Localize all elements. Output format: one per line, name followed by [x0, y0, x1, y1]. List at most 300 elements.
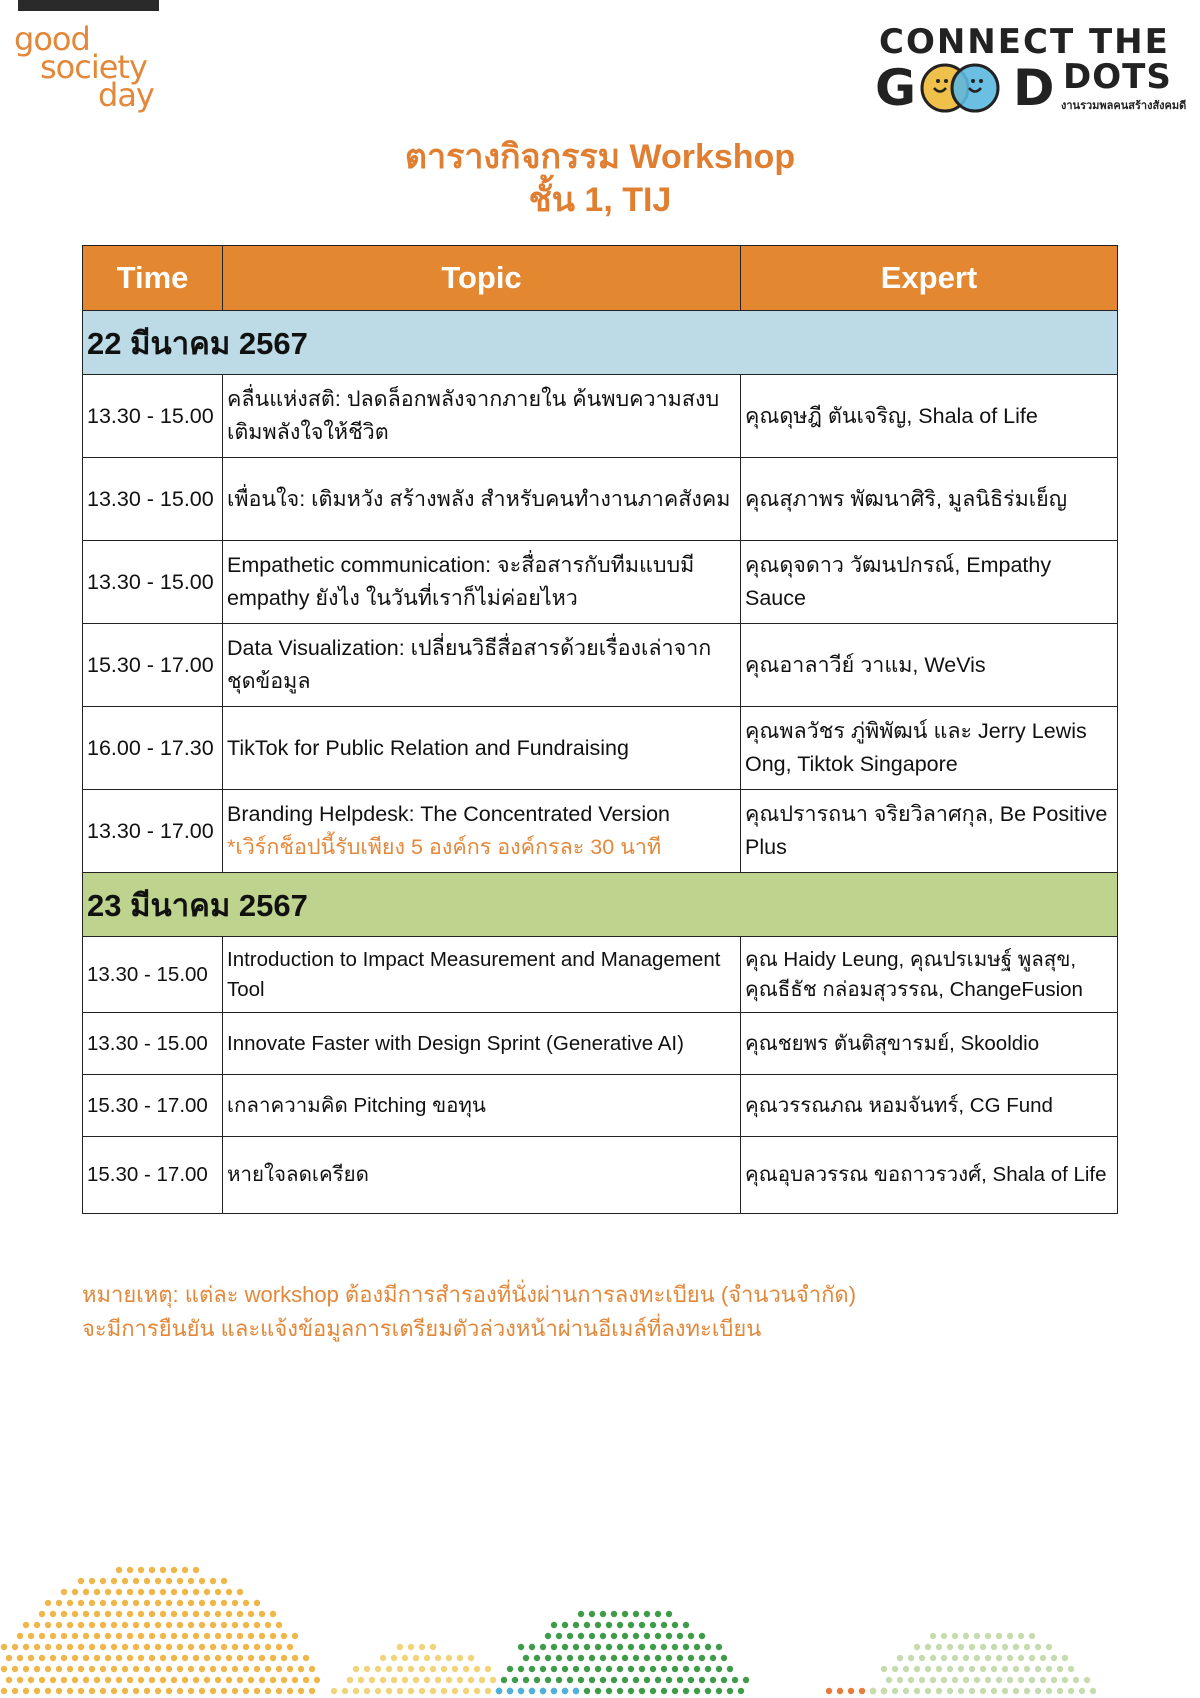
decor-dot: [529, 1688, 535, 1694]
decor-dot: [281, 1633, 287, 1639]
decor-dot: [144, 1666, 150, 1672]
decor-dot: [61, 1655, 67, 1661]
decor-dot: [545, 1677, 551, 1683]
decor-dot: [562, 1622, 568, 1628]
decor-dot: [122, 1644, 128, 1650]
decor-dot: [672, 1688, 678, 1694]
decor-dot: [611, 1633, 617, 1639]
decor-dot: [716, 1688, 722, 1694]
decor-dot: [342, 1688, 348, 1694]
decor-dot: [600, 1655, 606, 1661]
decor-dot: [281, 1655, 287, 1661]
decor-dot: [870, 1688, 876, 1694]
cell-expert: คุณพลวัชร ภู่พิพัฒน์ และ Jerry Lewis Ong, Tiktok Singapore: [741, 707, 1118, 790]
decor-dot: [166, 1622, 172, 1628]
decor-dot: [34, 1688, 40, 1694]
decor-dot: [78, 1644, 84, 1650]
cell-topic: TikTok for Public Relation and Fundraising: [223, 707, 741, 790]
decor-dot: [122, 1600, 128, 1606]
decor-dot: [644, 1677, 650, 1683]
decor-dot: [155, 1688, 161, 1694]
decor-dot: [397, 1666, 403, 1672]
decor-dot: [116, 1655, 122, 1661]
decor-dot: [952, 1655, 958, 1661]
decor-dot: [204, 1677, 210, 1683]
cell-topic: หายใจลดเครียด: [223, 1137, 741, 1214]
decor-dot: [633, 1655, 639, 1661]
decor-dot: [287, 1688, 293, 1694]
connect-the-dots-logo: [875, 22, 1187, 117]
decor-dot: [655, 1655, 661, 1661]
decor-dot: [105, 1655, 111, 1661]
decor-dot: [958, 1644, 964, 1650]
decor-dot: [171, 1589, 177, 1595]
decor-dot: [177, 1688, 183, 1694]
cell-time: 13.30 - 15.00: [83, 375, 223, 458]
decor-dot: [78, 1688, 84, 1694]
decor-dot: [83, 1655, 89, 1661]
decor-dot: [309, 1688, 315, 1694]
decor-dot: [1068, 1688, 1074, 1694]
decor-dot: [17, 1677, 23, 1683]
decor-dot: [408, 1666, 414, 1672]
decor-dot: [210, 1600, 216, 1606]
decor-dot: [67, 1600, 73, 1606]
decor-dot: [100, 1688, 106, 1694]
decor-dot: [595, 1666, 601, 1672]
decor-dot: [188, 1644, 194, 1650]
decor-dot: [89, 1600, 95, 1606]
decor-dot: [243, 1666, 249, 1672]
decor-dot: [155, 1666, 161, 1672]
decor-dot: [210, 1644, 216, 1650]
decor-dot: [661, 1644, 667, 1650]
decor-dot: [276, 1622, 282, 1628]
decor-dot: [50, 1633, 56, 1639]
decor-dot: [1, 1688, 7, 1694]
decor-dot: [210, 1622, 216, 1628]
decor-dot: [694, 1644, 700, 1650]
decor-dot: [144, 1578, 150, 1584]
decor-dot: [72, 1633, 78, 1639]
decor-dot: [270, 1633, 276, 1639]
decor-dot: [188, 1622, 194, 1628]
decor-dot: [430, 1688, 436, 1694]
cell-time: 13.30 - 15.00: [83, 458, 223, 541]
decor-dot: [188, 1600, 194, 1606]
decor-dot: [947, 1666, 953, 1672]
decor-dot: [1, 1666, 7, 1672]
decor-dot: [215, 1655, 221, 1661]
decor-dot: [991, 1688, 997, 1694]
decor-dot: [243, 1622, 249, 1628]
decor-dot: [215, 1611, 221, 1617]
decor-dot: [897, 1655, 903, 1661]
decor-dot: [133, 1666, 139, 1672]
decor-dot: [237, 1589, 243, 1595]
decor-dot: [1035, 1688, 1041, 1694]
decor-dot: [56, 1644, 62, 1650]
decor-dot: [545, 1633, 551, 1639]
decor-dot: [655, 1633, 661, 1639]
decor-dot: [490, 1677, 496, 1683]
decor-dot: [116, 1589, 122, 1595]
decor-dot: [892, 1688, 898, 1694]
footnote-line-2: จะมีการยืนยัน และแจ้งข้อมูลการเตรียมตัวล่วงหน้าผ่านอีเมล์ที่ลงทะเบียน: [82, 1316, 762, 1341]
decor-dot: [45, 1622, 51, 1628]
decor-dot: [600, 1633, 606, 1639]
decor-dot: [287, 1644, 293, 1650]
decor-dot: [457, 1655, 463, 1661]
decor-dot: [160, 1633, 166, 1639]
decor-dot: [45, 1644, 51, 1650]
decor-dot: [474, 1688, 480, 1694]
decor-dot: [226, 1633, 232, 1639]
decor-dot: [578, 1655, 584, 1661]
decor-dot: [903, 1666, 909, 1672]
decor-dot: [12, 1688, 18, 1694]
decor-dot: [309, 1666, 315, 1672]
decor-dot: [166, 1688, 172, 1694]
decor-dot: [441, 1666, 447, 1672]
decor-dot: [705, 1644, 711, 1650]
decor-dot: [941, 1655, 947, 1661]
decor-dot: [171, 1567, 177, 1573]
decor-dot: [89, 1578, 95, 1584]
header-time: Time: [83, 246, 223, 311]
decor-dot: [650, 1688, 656, 1694]
decor-dot: [677, 1633, 683, 1639]
logo-word-day: day: [98, 76, 154, 114]
decor-dot: [639, 1688, 645, 1694]
logo-dots-word: DOTS: [1063, 57, 1172, 97]
decor-dot: [17, 1633, 23, 1639]
decor-dot: [116, 1633, 122, 1639]
decor-dot: [435, 1677, 441, 1683]
decor-dot: [12, 1666, 18, 1672]
decor-dot: [622, 1677, 628, 1683]
logo-word-society: society: [40, 48, 147, 86]
decor-dot: [897, 1677, 903, 1683]
decor-dot: [248, 1611, 254, 1617]
decor-dot: [672, 1666, 678, 1672]
decor-dot: [94, 1677, 100, 1683]
decor-dot: [204, 1655, 210, 1661]
decor-dot: [72, 1655, 78, 1661]
decor-dot: [1007, 1677, 1013, 1683]
logo-tagline: งานรวมพลคนสร้างสังคมดี: [1061, 100, 1187, 112]
day-row-22-march: [83, 311, 1118, 375]
decor-dot: [699, 1677, 705, 1683]
decor-dot: [83, 1633, 89, 1639]
decor-dot: [177, 1578, 183, 1584]
decor-dot: [358, 1677, 364, 1683]
decor-dot: [639, 1666, 645, 1672]
decor-dot: [83, 1677, 89, 1683]
decor-dot: [61, 1611, 67, 1617]
decor-dot: [485, 1688, 491, 1694]
decor-dot: [628, 1644, 634, 1650]
decor-dot: [969, 1688, 975, 1694]
decor-dot: [199, 1666, 205, 1672]
decor-dot: [1073, 1677, 1079, 1683]
decor-dot: [644, 1611, 650, 1617]
decor-dot: [34, 1622, 40, 1628]
decor-dot: [936, 1666, 942, 1672]
decor-dot: [149, 1677, 155, 1683]
decor-dot: [127, 1567, 133, 1573]
decor-dot: [111, 1622, 117, 1628]
decor-dot: [991, 1666, 997, 1672]
decor-dot: [111, 1666, 117, 1672]
topic-text: Branding Helpdesk: The Concentrated Version: [227, 802, 671, 826]
decor-dot: [193, 1589, 199, 1595]
decor-dot: [221, 1644, 227, 1650]
decor-dot: [72, 1677, 78, 1683]
decor-dot: [133, 1600, 139, 1606]
decor-dot: [606, 1622, 612, 1628]
cell-time: 16.00 - 17.30: [83, 707, 223, 790]
decor-dot: [380, 1677, 386, 1683]
decor-dot: [903, 1688, 909, 1694]
day-row-23-march: [83, 873, 1118, 937]
decor-dot: [1024, 1688, 1030, 1694]
decor-dot: [78, 1622, 84, 1628]
decor-dot: [226, 1611, 232, 1617]
decor-dot: [567, 1633, 573, 1639]
decor-dot: [650, 1666, 656, 1672]
decor-dot: [930, 1677, 936, 1683]
decor-dot: [100, 1666, 106, 1672]
logo-letter-g: G: [875, 59, 917, 117]
decor-dot: [127, 1677, 133, 1683]
decor-dot: [45, 1688, 51, 1694]
decor-dot: [1046, 1644, 1052, 1650]
decor-dot: [661, 1666, 667, 1672]
decor-dot: [254, 1666, 260, 1672]
decor-dot: [155, 1644, 161, 1650]
decor-dot: [111, 1644, 117, 1650]
decor-dot: [149, 1655, 155, 1661]
decor-dot: [177, 1622, 183, 1628]
decor-dot: [56, 1600, 62, 1606]
decor-dot: [353, 1666, 359, 1672]
decor-dot: [303, 1677, 309, 1683]
decor-dot: [413, 1655, 419, 1661]
decor-dot: [1029, 1677, 1035, 1683]
decor-dot: [254, 1600, 260, 1606]
decor-dot: [639, 1644, 645, 1650]
decor-dot: [556, 1677, 562, 1683]
cell-expert: คุณอาลาวีย์ วาแม, WeVis: [741, 624, 1118, 707]
good-society-day-logo: [14, 22, 174, 114]
decor-dot: [732, 1677, 738, 1683]
decor-dot: [551, 1688, 557, 1694]
decor-dot: [1057, 1688, 1063, 1694]
decor-dot: [89, 1666, 95, 1672]
decor-dot: [226, 1655, 232, 1661]
decor-dot: [1018, 1655, 1024, 1661]
decor-dot: [122, 1578, 128, 1584]
decor-dot: [534, 1655, 540, 1661]
decor-dot: [380, 1655, 386, 1661]
decor-dot: [996, 1677, 1002, 1683]
decor-dot: [160, 1567, 166, 1573]
decor-dot: [259, 1633, 265, 1639]
decor-dot: [677, 1655, 683, 1661]
decor-dot: [270, 1677, 276, 1683]
decor-dot: [78, 1666, 84, 1672]
decor-dot: [100, 1644, 106, 1650]
decor-dot: [248, 1677, 254, 1683]
decor-dot: [974, 1633, 980, 1639]
decor-dot: [413, 1677, 419, 1683]
decor-dot: [457, 1677, 463, 1683]
decor-dot: [826, 1688, 832, 1694]
decor-dot: [6, 1655, 12, 1661]
decor-dot: [562, 1644, 568, 1650]
decor-dot: [925, 1688, 931, 1694]
decor-dot: [688, 1677, 694, 1683]
decor-dot: [985, 1677, 991, 1683]
decor-dot: [969, 1644, 975, 1650]
decor-dot: [276, 1666, 282, 1672]
decor-dot: [650, 1622, 656, 1628]
decor-dot: [188, 1666, 194, 1672]
decor-dot: [677, 1677, 683, 1683]
decor-dot: [210, 1688, 216, 1694]
decor-dot: [1002, 1644, 1008, 1650]
decor-dot: [1007, 1655, 1013, 1661]
decor-dot: [518, 1688, 524, 1694]
decor-dot: [441, 1688, 447, 1694]
decor-dot: [1013, 1688, 1019, 1694]
decor-dot: [67, 1622, 73, 1628]
decor-dot: [672, 1622, 678, 1628]
decor-dot: [210, 1578, 216, 1584]
decor-dot: [556, 1655, 562, 1661]
decor-dot: [160, 1589, 166, 1595]
decor-dot: [221, 1600, 227, 1606]
decor-dot: [133, 1688, 139, 1694]
logo-letter-d: D: [1013, 59, 1055, 117]
decor-dot: [402, 1677, 408, 1683]
decor-dot: [985, 1655, 991, 1661]
decor-dot: [199, 1600, 205, 1606]
decor-dot: [424, 1677, 430, 1683]
decor-dot: [655, 1677, 661, 1683]
decor-dot: [39, 1611, 45, 1617]
table-row: [83, 790, 1118, 873]
decor-dot: [122, 1688, 128, 1694]
decor-dot: [1029, 1633, 1035, 1639]
cell-topic: เกลาความคิด Pitching ขอทุน: [223, 1075, 741, 1137]
decor-dot: [430, 1666, 436, 1672]
decor-dot: [111, 1578, 117, 1584]
decor-dot: [941, 1677, 947, 1683]
decor-dot: [914, 1688, 920, 1694]
decor-dot: [573, 1644, 579, 1650]
decor-dot: [270, 1655, 276, 1661]
decor-dot: [78, 1578, 84, 1584]
decor-dot: [622, 1611, 628, 1617]
decor-dot: [100, 1578, 106, 1584]
decor-dot: [265, 1644, 271, 1650]
decor-dot: [419, 1688, 425, 1694]
decor-dot: [947, 1644, 953, 1650]
decor-dot: [254, 1622, 260, 1628]
decor-dot: [562, 1666, 568, 1672]
decor-dot: [182, 1611, 188, 1617]
decor-dot: [193, 1567, 199, 1573]
decor-dot: [171, 1655, 177, 1661]
decor-dot: [292, 1677, 298, 1683]
decor-dot: [144, 1688, 150, 1694]
decor-dot: [138, 1611, 144, 1617]
cell-topic: เพื่อนใจ: เติมหวัง สร้างพลัง สำหรับคนทำงานภาคสังคม: [223, 458, 741, 541]
decor-dot: [628, 1688, 634, 1694]
cell-time: 15.30 - 17.00: [83, 1075, 223, 1137]
decor-dot: [963, 1655, 969, 1661]
decor-dot: [127, 1655, 133, 1661]
decor-dot: [265, 1622, 271, 1628]
decor-dot: [100, 1600, 106, 1606]
decor-dot: [958, 1666, 964, 1672]
decor-dot: [683, 1644, 689, 1650]
decor-dot: [606, 1644, 612, 1650]
top-dark-bar: [18, 0, 159, 11]
decor-dot: [617, 1622, 623, 1628]
decor-dot: [215, 1633, 221, 1639]
decor-dot: [23, 1644, 29, 1650]
decor-dot: [991, 1644, 997, 1650]
decor-dot: [523, 1655, 529, 1661]
decor-dot: [1007, 1633, 1013, 1639]
decor-dot: [56, 1622, 62, 1628]
logo-word-good: good: [14, 20, 90, 58]
decor-dot: [160, 1655, 166, 1661]
decor-dot: [265, 1666, 271, 1672]
decor-dot: [952, 1633, 958, 1639]
table-row: [83, 458, 1118, 541]
decor-dot: [155, 1600, 161, 1606]
decor-dot: [699, 1655, 705, 1661]
decor-dot: [1029, 1655, 1035, 1661]
decor-dot: [936, 1644, 942, 1650]
decor-dot: [540, 1666, 546, 1672]
decor-dot: [655, 1611, 661, 1617]
logo-connect-the: CONNECT THE: [879, 22, 1170, 62]
decor-dot: [182, 1567, 188, 1573]
decor-dot: [584, 1666, 590, 1672]
decor-dot: [144, 1622, 150, 1628]
decor-dot: [694, 1666, 700, 1672]
decor-dot: [67, 1666, 73, 1672]
decor-dot: [1024, 1644, 1030, 1650]
decor-dot: [666, 1677, 672, 1683]
decor-dot: [221, 1666, 227, 1672]
decor-dot: [611, 1677, 617, 1683]
decor-dot: [221, 1622, 227, 1628]
decor-dot: [133, 1644, 139, 1650]
decor-dot: [479, 1677, 485, 1683]
decor-dot: [331, 1688, 337, 1694]
decor-dot: [617, 1688, 623, 1694]
decor-dot: [138, 1567, 144, 1573]
decor-dot: [628, 1666, 634, 1672]
decor-dot: [919, 1655, 925, 1661]
decor-dot: [138, 1677, 144, 1683]
